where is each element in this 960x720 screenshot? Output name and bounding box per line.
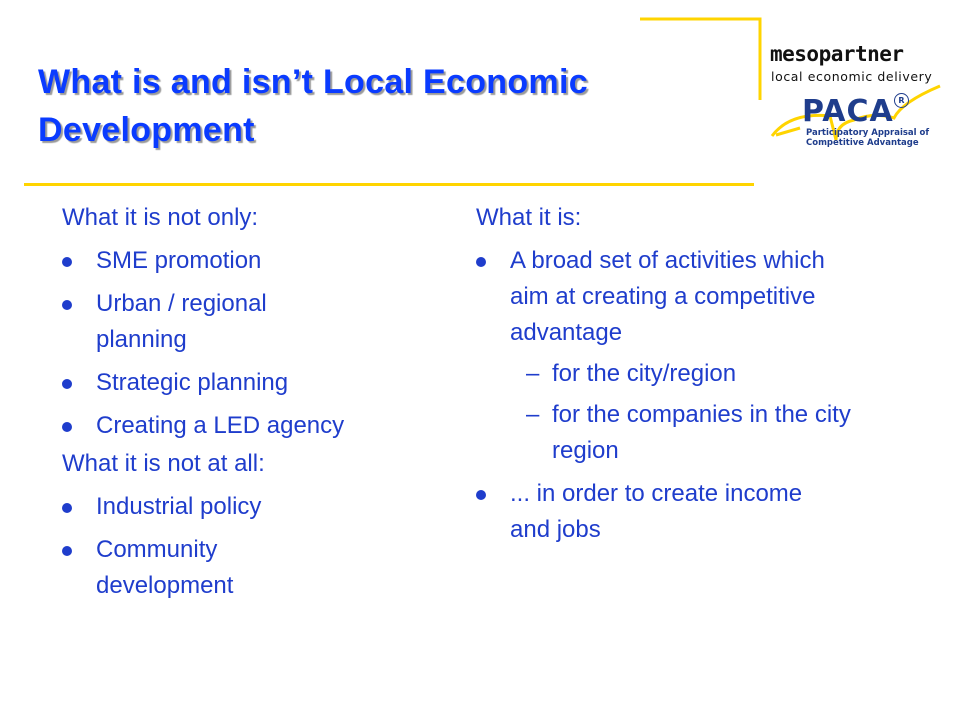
sub-list-item-text: for the companies in the city region	[552, 401, 851, 464]
list-item	[62, 365, 442, 401]
sub-list-item	[476, 397, 852, 469]
bullet-icon	[62, 422, 72, 432]
bullet-icon	[62, 503, 72, 513]
sub-list-item-text: for the city/region	[552, 360, 737, 387]
title-underline	[24, 183, 754, 186]
list-item-text: ... in order to create income and jobs	[510, 480, 803, 543]
paca-wordmark: PACA	[802, 94, 894, 129]
heading-not-only: What it is not only:	[62, 204, 259, 231]
dash-icon: –	[526, 360, 540, 387]
left-column	[62, 200, 442, 604]
right-column	[476, 200, 856, 548]
list-item	[476, 476, 810, 548]
list-item	[62, 532, 296, 604]
list-item-text: Strategic planning	[96, 369, 289, 396]
list-item	[62, 408, 442, 444]
bullet-icon	[62, 546, 72, 556]
list-item	[62, 243, 442, 279]
sub-list-item	[476, 356, 856, 392]
logo-name: mesopartner	[770, 42, 904, 66]
bullet-icon	[62, 300, 72, 310]
paca-subtitle: Participatory Appraisal of Competitive Advantage	[806, 128, 930, 148]
bullet-icon	[476, 257, 486, 267]
heading-what-it-is: What it is:	[476, 204, 582, 231]
list-item-text: A broad set of activities which aim at creating a competitive advantage	[510, 247, 825, 346]
list-item-text: SME promotion	[96, 247, 262, 274]
list-item-text: Creating a LED agency	[96, 412, 345, 439]
list-item-text: Industrial policy	[96, 493, 262, 520]
heading-not-at-all: What it is not at all:	[62, 450, 265, 477]
logo-tagline: local economic delivery	[771, 69, 933, 84]
list-item	[62, 286, 346, 358]
bullet-icon	[62, 257, 72, 267]
list-item	[62, 489, 442, 525]
slide-title: What is and isn’t Local Economic Development	[38, 63, 588, 149]
bullet-icon	[476, 490, 486, 500]
list-item-text: Urban / regional planning	[96, 290, 267, 353]
bullet-icon	[62, 379, 72, 389]
list-item-text: Community development	[96, 536, 234, 599]
list-item	[476, 243, 850, 351]
registered-mark-icon: R	[894, 93, 909, 108]
mesopartner-logo	[640, 16, 950, 166]
dash-icon: –	[526, 401, 540, 428]
